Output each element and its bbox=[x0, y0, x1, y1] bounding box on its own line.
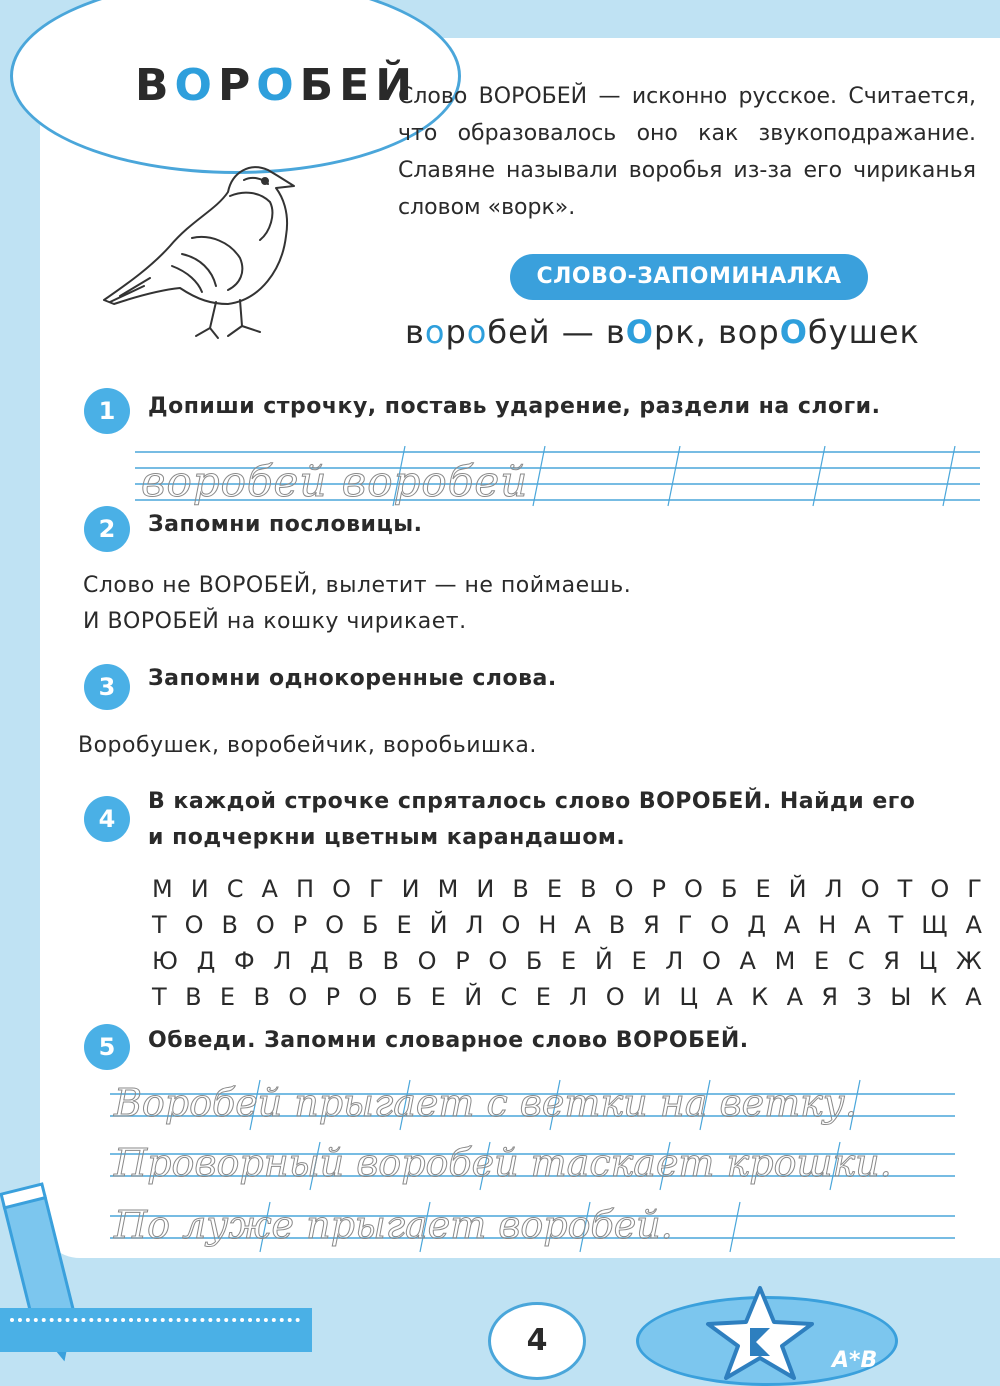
grid-letter: Ю bbox=[152, 947, 178, 975]
grid-letter: А bbox=[574, 911, 591, 939]
trace-line-1: Воробей прыгает с ветки на ветку. bbox=[114, 1081, 857, 1125]
grid-letter: Г bbox=[967, 875, 982, 903]
grid-letter: Я bbox=[821, 983, 839, 1011]
trace-line-2: Проворный воробей таскает крошки. bbox=[114, 1141, 892, 1185]
grid-letter: Д bbox=[747, 911, 766, 939]
corner-badge: А*В bbox=[832, 1348, 878, 1373]
grid-letter: Н bbox=[538, 911, 557, 939]
grid-letter: В bbox=[382, 947, 400, 975]
task-number: 4 bbox=[84, 796, 130, 842]
grid-letter: Я bbox=[883, 947, 900, 975]
letter-row-2 bbox=[152, 907, 982, 943]
letter-row-1 bbox=[152, 871, 982, 907]
grid-letter: В bbox=[253, 983, 270, 1011]
sample-cursive-word: воробей воробей bbox=[141, 457, 529, 506]
tracing-lines-task-5 bbox=[110, 1066, 990, 1266]
grid-letter: Щ bbox=[921, 911, 948, 939]
grid-letter: В bbox=[347, 947, 364, 975]
task-instruction: Обведи. Запомни словарное слово ВОРОБЕЙ. bbox=[148, 1028, 749, 1053]
grid-letter: Б bbox=[525, 947, 543, 975]
grid-letter: Б bbox=[395, 983, 413, 1011]
grid-letter: И bbox=[642, 983, 661, 1011]
grid-letter: О bbox=[288, 983, 308, 1011]
grid-letter: О bbox=[710, 911, 730, 939]
grid-letter: Г bbox=[368, 875, 384, 903]
grid-letter: Л bbox=[465, 911, 484, 939]
footer-dots bbox=[10, 1318, 300, 1322]
grid-letter: Й bbox=[594, 947, 613, 975]
letter-row-4 bbox=[152, 979, 982, 1015]
sparrow-illustration bbox=[100, 150, 340, 360]
grid-letter: Р bbox=[651, 875, 666, 903]
task-number: 1 bbox=[84, 388, 130, 434]
grid-letter: Р bbox=[292, 911, 308, 939]
grid-letter: Б bbox=[362, 911, 379, 939]
grid-letter: Е bbox=[755, 875, 771, 903]
grid-letter: Л bbox=[665, 947, 684, 975]
proverb-1: Слово не ВОРОБЕЙ, вылетит — не поймаешь. bbox=[83, 573, 632, 598]
grid-letter: М bbox=[152, 875, 173, 903]
grid-letter: Е bbox=[561, 947, 577, 975]
grid-letter: Т bbox=[152, 911, 167, 939]
memo-label: СЛОВО-ЗАПОМИНАЛКА bbox=[510, 254, 868, 300]
grid-letter: Н bbox=[818, 911, 837, 939]
grid-letter: Т bbox=[888, 911, 904, 939]
grid-letter: О bbox=[605, 983, 625, 1011]
grid-letter: О bbox=[417, 947, 437, 975]
grid-letter: О bbox=[684, 875, 703, 903]
worksheet-page bbox=[40, 38, 1000, 1258]
grid-letter: В bbox=[221, 911, 238, 939]
grid-letter: В bbox=[580, 875, 597, 903]
grid-letter: Я bbox=[643, 911, 660, 939]
task-instruction: В каждой строчке спряталось слово ВОРОБЕЙ. Найди его и подчеркни цветным карандашом. bbox=[148, 789, 916, 850]
grid-letter: О bbox=[325, 911, 345, 939]
grid-letter: А bbox=[739, 947, 756, 975]
grid-letter: В bbox=[512, 875, 529, 903]
grid-letter: Д bbox=[196, 947, 216, 975]
proverbs bbox=[83, 568, 631, 640]
grid-letter: Б bbox=[720, 875, 738, 903]
page-number: 4 bbox=[488, 1302, 586, 1380]
grid-letter: Й bbox=[429, 911, 448, 939]
grid-letter: А bbox=[854, 911, 871, 939]
grid-letter: Е bbox=[631, 947, 647, 975]
grid-letter: О bbox=[255, 911, 275, 939]
intro-paragraph: Слово ВОРОБЕЙ — исконно русское. Считается, что образовалось оно как звукоподражание. Славяне называли воробья из-за его чириканья словом «ворк». bbox=[398, 84, 976, 220]
grid-letter: Е bbox=[546, 875, 563, 903]
grid-letter: Т bbox=[897, 875, 913, 903]
grid-letter: И bbox=[476, 875, 495, 903]
grid-letter: О bbox=[614, 875, 634, 903]
grid-letter: Й bbox=[788, 875, 807, 903]
grid-letter: В bbox=[185, 983, 202, 1011]
grid-letter: Ц bbox=[918, 947, 938, 975]
grid-letter: М bbox=[774, 947, 796, 975]
related-words: Воробушек, воробейчик, воробьишка. bbox=[78, 733, 537, 758]
grid-letter: С bbox=[500, 983, 518, 1011]
letter-grid bbox=[152, 871, 982, 1015]
grid-letter: Е bbox=[219, 983, 236, 1011]
grid-letter: Р bbox=[455, 947, 470, 975]
task-number: 5 bbox=[84, 1024, 130, 1070]
trace-line-3: По луже прыгает воробей. bbox=[114, 1203, 673, 1247]
grid-letter: Ф bbox=[233, 947, 255, 975]
grid-letter: Т bbox=[152, 983, 167, 1011]
grid-letter: Ц bbox=[679, 983, 698, 1011]
grid-letter: П bbox=[295, 875, 315, 903]
footer-bar bbox=[0, 1308, 312, 1352]
grid-letter: Л bbox=[569, 983, 588, 1011]
grid-letter: О bbox=[501, 911, 521, 939]
grid-letter: А bbox=[965, 983, 982, 1011]
grid-letter: О bbox=[358, 983, 378, 1011]
grid-letter: Е bbox=[430, 983, 446, 1011]
grid-letter: А bbox=[965, 911, 982, 939]
grid-letter: О bbox=[702, 947, 721, 975]
grid-letter: Л bbox=[273, 947, 292, 975]
grid-letter: К bbox=[751, 983, 769, 1011]
grid-letter: З bbox=[856, 983, 872, 1011]
grid-letter: Р bbox=[325, 983, 341, 1011]
proverb-2: И ВОРОБЕЙ на кошку чирикает. bbox=[83, 609, 467, 634]
grid-letter: Е bbox=[396, 911, 412, 939]
grid-letter: О bbox=[860, 875, 880, 903]
task-instruction: Допиши строчку, поставь ударение, раздели на слоги. bbox=[148, 394, 881, 419]
memo-words: воробей — вОрк, ворОбушек bbox=[405, 313, 920, 351]
grid-letter: О bbox=[332, 875, 351, 903]
grid-letter: С bbox=[226, 875, 244, 903]
grid-letter: Е bbox=[535, 983, 551, 1011]
grid-letter: Ы bbox=[890, 983, 912, 1011]
grid-letter: А bbox=[716, 983, 733, 1011]
grid-letter: В bbox=[608, 911, 626, 939]
task-instruction: Запомни пословицы. bbox=[148, 512, 423, 537]
grid-letter: А bbox=[261, 875, 278, 903]
grid-letter: Л bbox=[824, 875, 843, 903]
grid-letter: М bbox=[437, 875, 459, 903]
grid-letter: Й bbox=[464, 983, 483, 1011]
grid-letter: Ж bbox=[955, 947, 982, 975]
grid-letter: К bbox=[929, 983, 947, 1011]
grid-letter: И bbox=[401, 875, 420, 903]
task-number: 2 bbox=[84, 506, 130, 552]
grid-letter: И bbox=[190, 875, 209, 903]
page-title: ВОРОБЕЙ bbox=[135, 60, 419, 111]
grid-letter: О bbox=[930, 875, 950, 903]
star-icon bbox=[690, 1280, 830, 1380]
grid-letter: О bbox=[184, 911, 204, 939]
task-number: 3 bbox=[84, 664, 130, 710]
grid-letter: О bbox=[488, 947, 508, 975]
grid-letter: Д bbox=[310, 947, 329, 975]
grid-letter: С bbox=[847, 947, 865, 975]
letter-row-3 bbox=[152, 943, 982, 979]
grid-letter: А bbox=[786, 983, 804, 1011]
grid-letter: Г bbox=[677, 911, 693, 939]
grid-letter: Е bbox=[814, 947, 830, 975]
grid-letter: А bbox=[783, 911, 801, 939]
task-instruction: Запомни однокоренные слова. bbox=[148, 666, 557, 691]
